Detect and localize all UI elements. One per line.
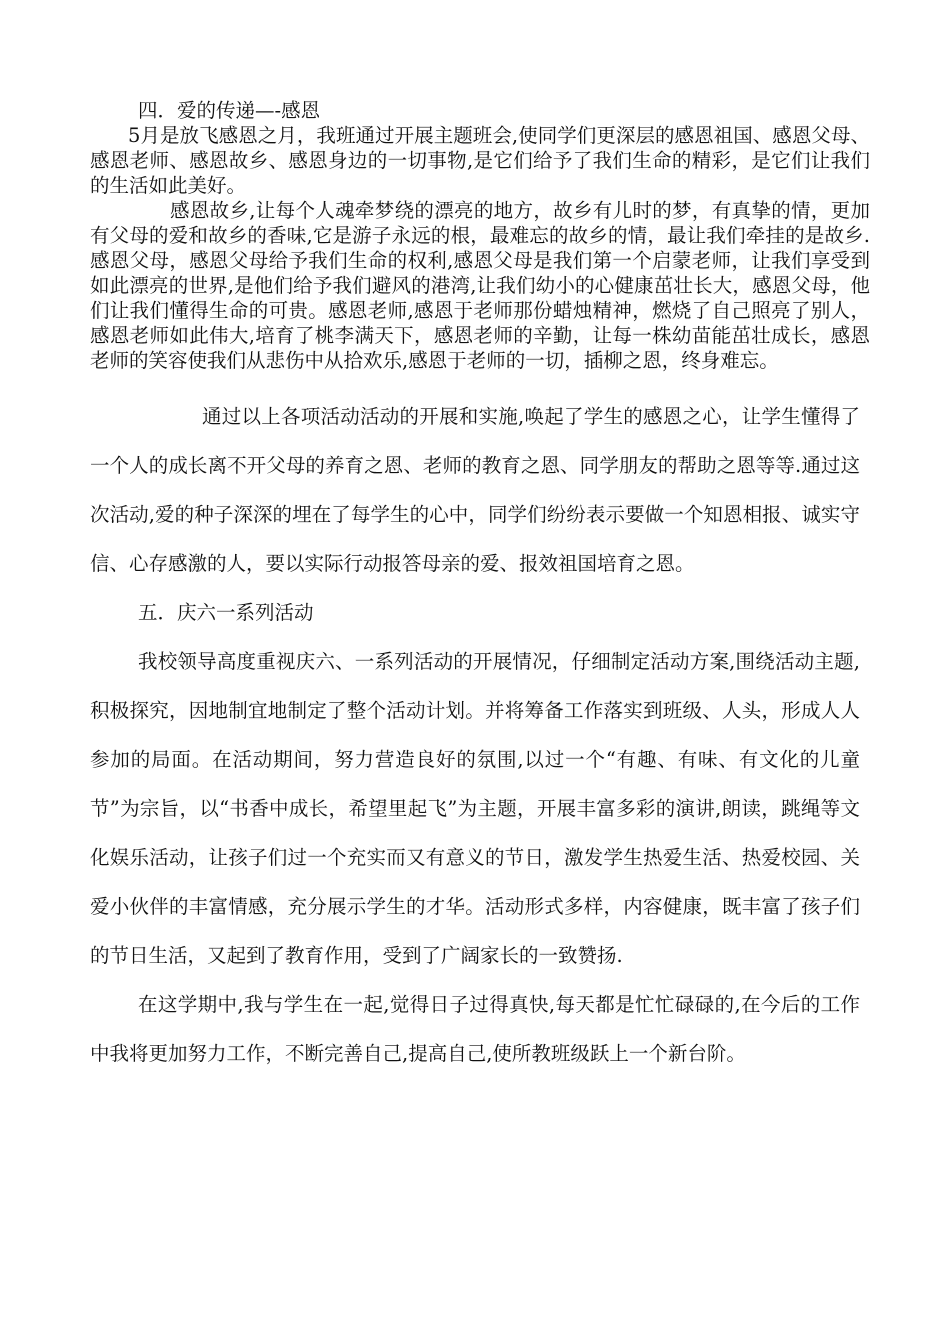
section-4-paragraph-3: 通过以上各项活动活动的开展和实施,唤起了学生的感恩之心，让学生懂得了一个人的成长离不开父母的养育之恩、老师的教育之恩、同学朋友的帮助之恩等等.通过这次活动,爱的种子深深的埋在了每学生的心中，同学们纷纷表示要做一个知恩相报、诚实守信、心存感激的人，要以实际行动报答母亲的爱、报效祖国培育之恩。: [90, 405, 860, 575]
section-5-paragraph-1: 我校领导高度重视庆六、一系列活动的开展情况，仔细制定活动方案,围绕活动主题,积极探究，因地制宜地制定了整个活动计划。并将筹备工作落实到班级、人头，形成人人参加的局面。在活动期间，努力营造良好的氛围,以过一个“有趣、有味、有文化的儿童节”为宗旨，以“书香中成长，希望里起飞”为主题，开展丰富多彩的演讲,朗读，跳绳等文化娱乐活动，让孩子们过一个充实而又有意义的节日，激发学生热爱生活、热爱校园、关爱小伙伴的丰富情感，充分展示学生的才华。活动形式多样，内容健康，既丰富了孩子们的节日生活，又起到了教育作用，受到了广阔家长的一致赞扬.: [90, 650, 860, 967]
section-4-paragraph-2: 感恩故乡,让每个人魂牵梦绕的漂亮的地方，故乡有儿时的梦，有真挚的情，更加有父母的爱和故乡的香味,它是游子永远的根，最难忘的故乡的情，最让我们牵挂的是故乡.感恩父母，感恩父母给予我们生命的权利,感恩父母是我们第一个启蒙老师，让我们享受到如此漂亮的世界,是他们给予我们避风的港湾,让我们幼小的心健康茁壮长大，感恩父母，他们让我们懂得生命的可贵。感恩老师,感恩于老师那份蜡烛精神，燃烧了自己照亮了别人，感恩老师如此伟大,培育了桃李满天下，感恩老师的辛勤，让每一株幼苗能茁壮成长，感恩老师的笑容使我们从悲伤中从拾欢乐,感恩于老师的一切，插柳之恩，终身难忘。: [90, 199, 870, 372]
section-4-paragraph-1: 5月是放飞感恩之月，我班通过开展主题班会,使同学们更深层的感恩祖国、感恩父母、感恩老师、感恩故乡、感恩身边的一切事物,是它们给予了我们生命的精彩，是它们让我们的生活如此美好。: [90, 124, 870, 197]
section-4-heading: 四．爱的传递—-感恩: [138, 99, 321, 122]
section-4-block: [90, 98, 870, 373]
lower-block: [90, 392, 860, 1078]
section-5-heading: 五．庆六一系列活动: [138, 601, 314, 624]
closing-paragraph: 在这学期中,我与学生在一起,觉得日子过得真快,每天都是忙忙碌碌的,在今后的工作中我将更加努力工作，不断完善自己,提高自己,使所教班级跃上一个新台阶。: [90, 993, 860, 1065]
